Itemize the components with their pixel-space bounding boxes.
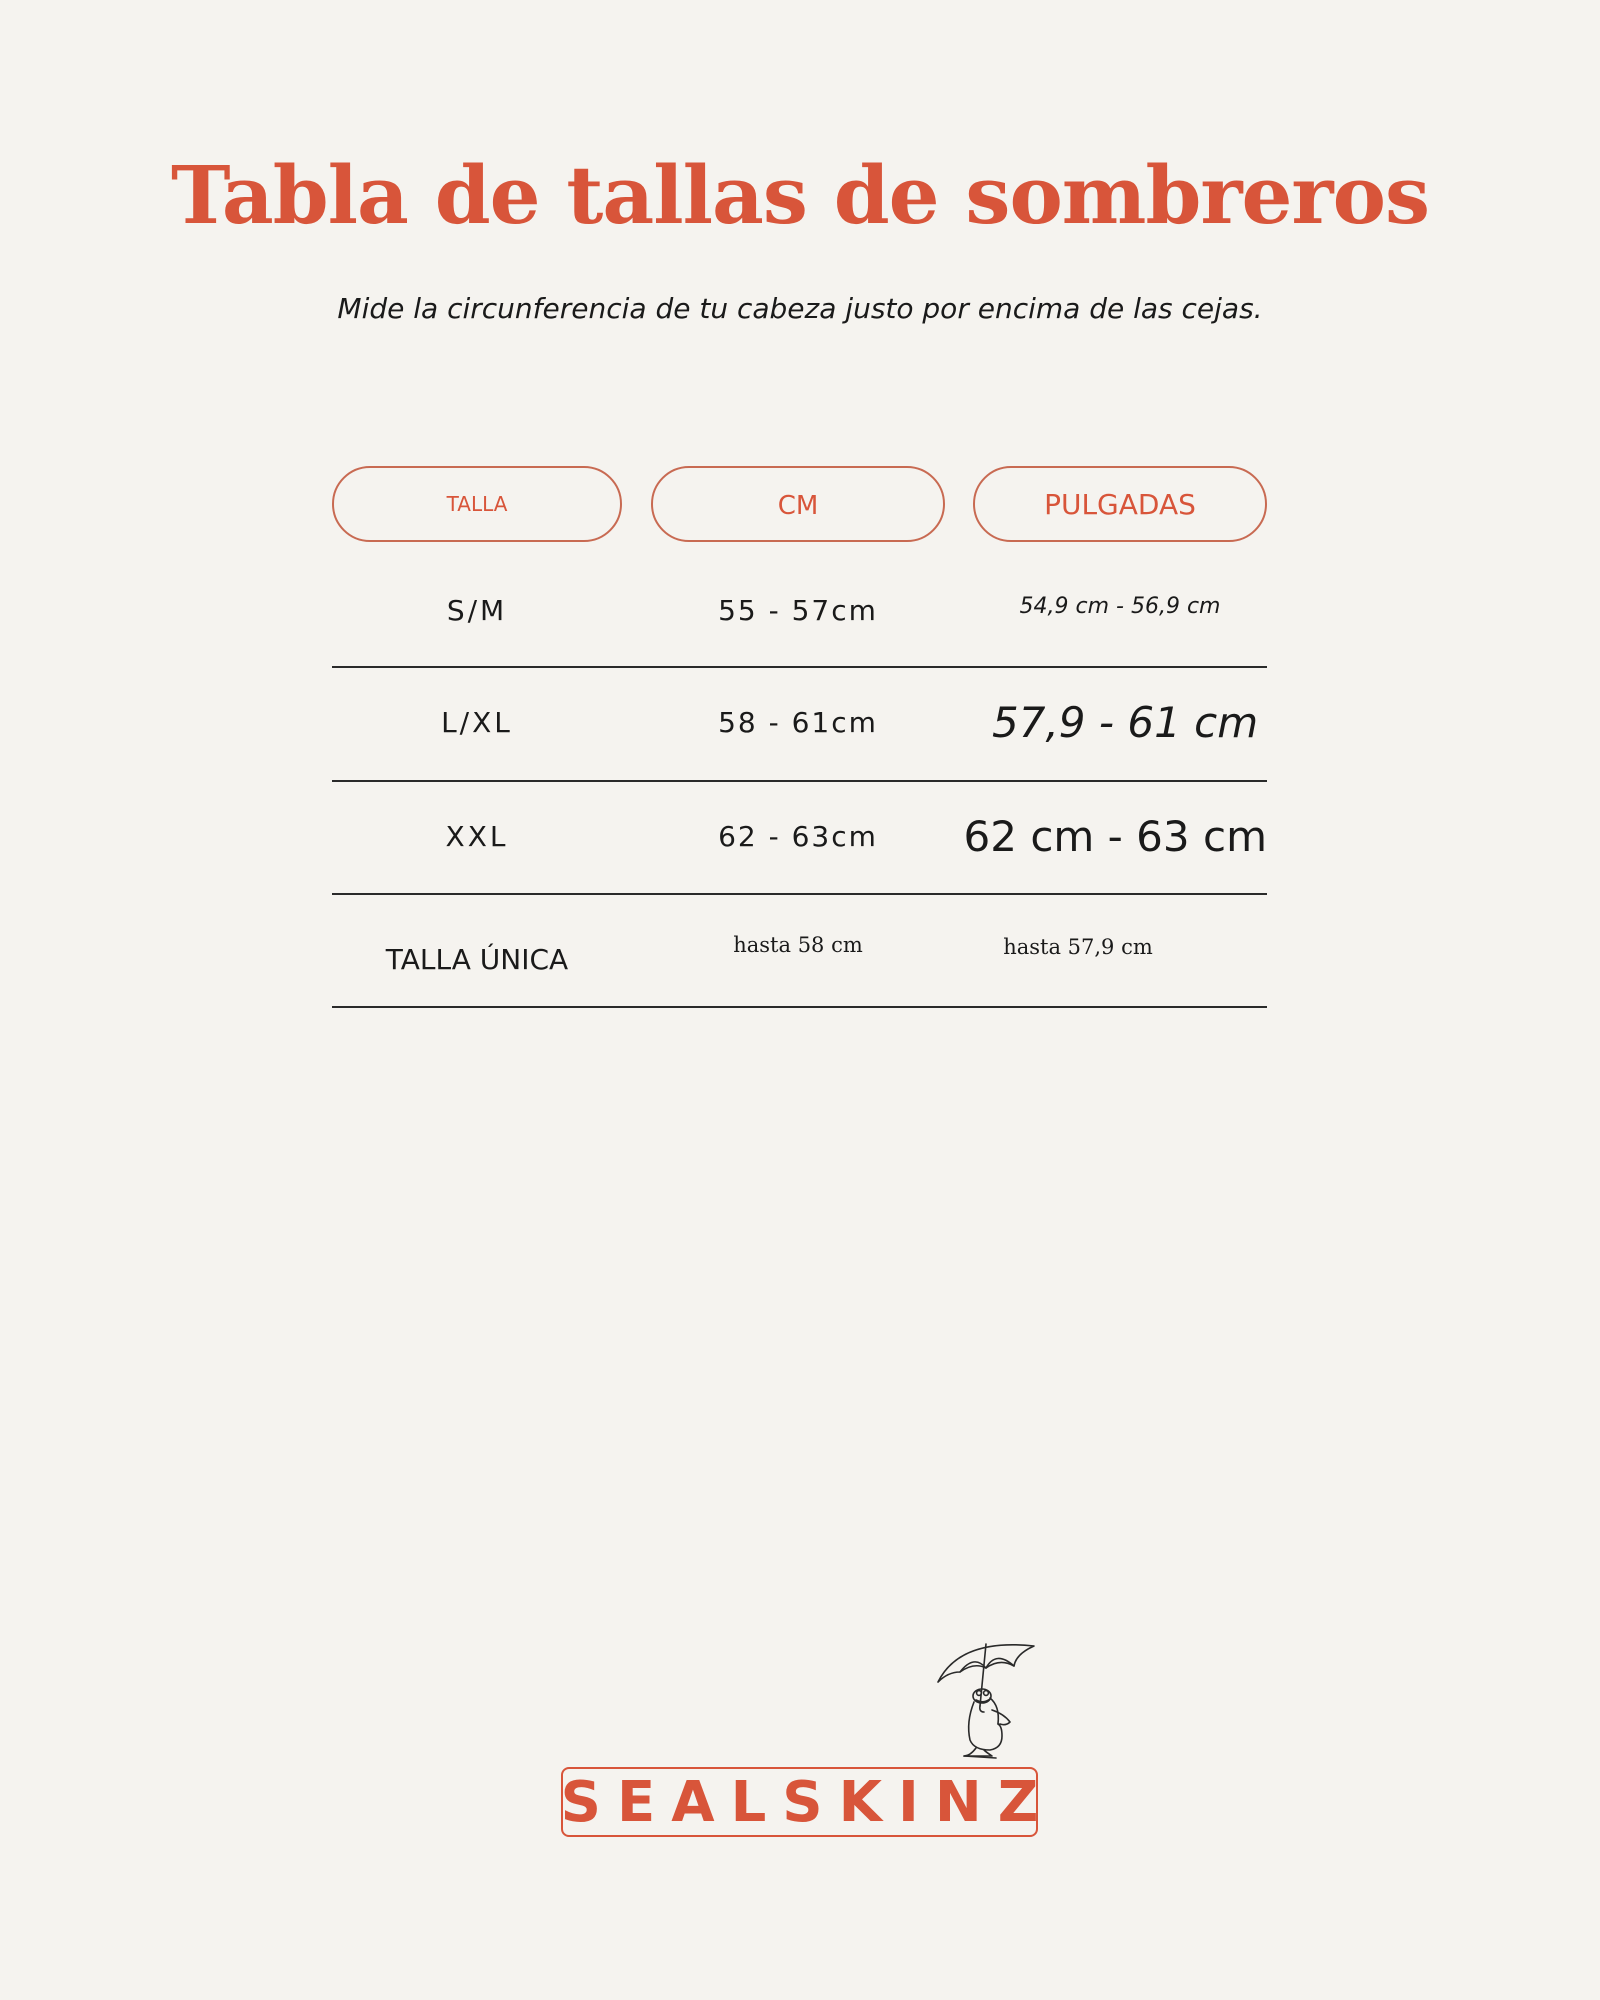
- size-cell: S/M: [446, 594, 508, 627]
- size-cell: L/XL: [441, 706, 513, 739]
- table-row: [332, 556, 1267, 669]
- brand-logo: SEALSKINZ: [561, 1767, 1038, 1837]
- column-header-talla: TALLA: [332, 466, 622, 542]
- size-cell: TALLA ÚNICA: [385, 943, 569, 976]
- cm-cell: 55 - 57cm: [718, 594, 878, 627]
- cm-cell: 62 - 63cm: [718, 820, 878, 853]
- column-header-pulgadas: PULGADAS: [973, 466, 1267, 542]
- cm-cell: hasta 58 cm: [733, 933, 863, 957]
- page-title: Tabla de tallas de sombreros: [171, 148, 1429, 242]
- row-divider: [332, 1006, 1267, 1008]
- column-header-cm: CM: [651, 466, 945, 542]
- cm-cell: 58 - 61cm: [718, 706, 878, 739]
- size-cell: XXL: [445, 820, 509, 853]
- inches-cell: 54,9 cm - 56,9 cm: [1019, 594, 1221, 619]
- table-row: [332, 782, 1267, 895]
- page-subtitle: Mide la circunferencia de tu cabeza justo por encima de las cejas.: [337, 292, 1263, 325]
- inches-cell: 57,9 - 61 cm: [992, 698, 1259, 747]
- inches-cell: 62 cm - 63 cm: [963, 812, 1267, 861]
- table-row: [332, 668, 1267, 781]
- table-row: [332, 895, 1267, 1008]
- inches-cell: hasta 57,9 cm: [1003, 935, 1153, 959]
- frog-with-umbrella-icon: [930, 1632, 1040, 1772]
